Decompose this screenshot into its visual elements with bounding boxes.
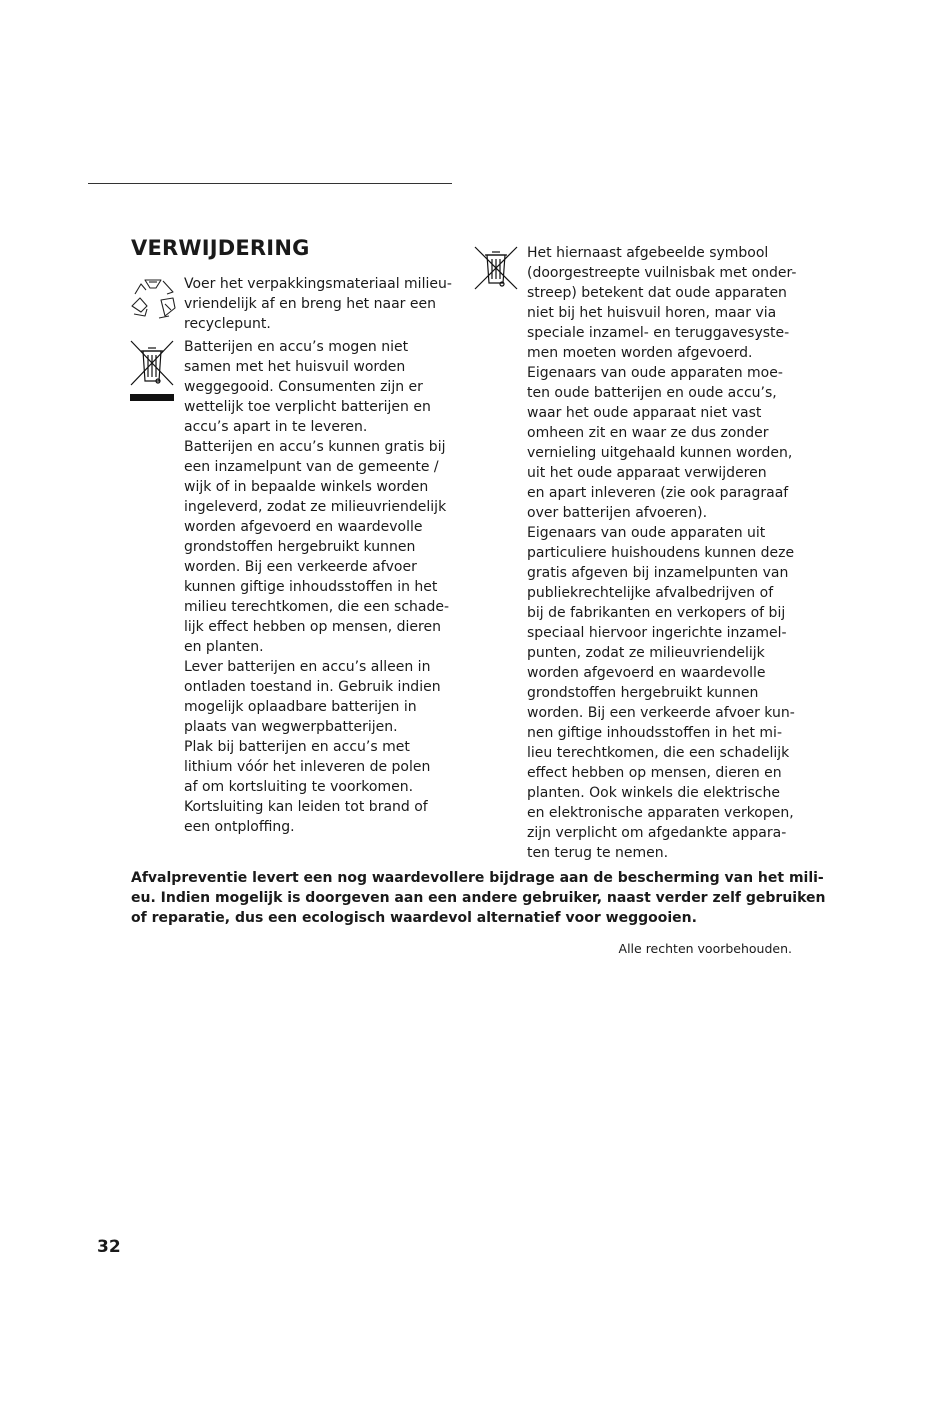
text-line: recyclepunt. — [184, 316, 271, 332]
text-line: ontladen toestand in. Gebruik indien — [184, 679, 441, 695]
text-line: vernieling uitgehaald kunnen worden, — [527, 445, 793, 461]
text-line: Eigenaars van oude apparaten uit — [527, 525, 766, 541]
weee-paragraph — [527, 243, 796, 863]
text-line: Eigenaars van oude apparaten moe- — [527, 365, 783, 381]
text-line: Voer het verpakkingsmateriaal milieu- — [184, 276, 452, 292]
text-line: grondstoffen hergebruikt kunnen — [527, 685, 759, 701]
text-line: ten oude batterijen en oude accu’s, — [527, 385, 777, 401]
text-line: Plak bij batterijen en accu’s met — [184, 739, 410, 755]
text-line: omheen zit en waar ze dus zonder — [527, 425, 769, 441]
rights-reserved-note: Alle rechten voorbehouden. — [618, 941, 792, 956]
text-line: streep) betekent dat oude apparaten — [527, 285, 787, 301]
text-line: worden afgevoerd en waardevolle — [184, 519, 423, 535]
text-line: en elektronische apparaten verkopen, — [527, 805, 794, 821]
text-line: zijn verplicht om afgedankte appara- — [527, 825, 787, 841]
text-line: en planten. — [184, 639, 264, 655]
text-line: accu’s apart in te leveren. — [184, 419, 368, 435]
text-line: worden. Bij een verkeerde afvoer — [184, 559, 417, 575]
text-line: worden afgevoerd en waardevolle — [527, 665, 766, 681]
text-line: over batterijen afvoeren). — [527, 505, 708, 521]
text-line: (doorgestreepte vuilnisbak met onder- — [527, 265, 797, 281]
recycle-paragraph — [184, 274, 452, 334]
text-line: worden. Bij een verkeerde afvoer kun- — [527, 705, 795, 721]
text-line: Afvalpreventie levert een nog waardevollere bijdrage aan de bescherming van het mili- — [131, 870, 824, 886]
text-line: weggegooid. Consumenten zijn er — [184, 379, 423, 395]
text-line: grondstoffen hergebruikt kunnen — [184, 539, 416, 555]
text-line: publiekrechtelijke afvalbedrijven of — [527, 585, 774, 601]
text-line: Batterijen en accu’s mogen niet — [184, 339, 409, 355]
text-line: een inzamelpunt van de gemeente / — [184, 459, 439, 475]
text-line: wijk of in bepaalde winkels worden — [184, 479, 429, 495]
text-line: samen met het huisvuil worden — [184, 359, 406, 375]
battery-paragraph — [184, 337, 449, 837]
page-number: 32 — [97, 1237, 121, 1257]
waste-prevention-note — [131, 868, 825, 928]
text-line: of reparatie, dus een ecologisch waardevol alternatief voor weggooien. — [131, 910, 697, 926]
text-line: ingeleverd, zodat ze milieuvriendelijk — [184, 499, 447, 515]
top-divider — [88, 183, 452, 184]
text-line: nen giftige inhoudsstoffen in het mi- — [527, 725, 783, 741]
text-line: wettelijk toe verplicht batterijen en — [184, 399, 431, 415]
text-line: milieu terechtkomen, die een schade- — [184, 599, 450, 615]
text-line: niet bij het huisvuil horen, maar via — [527, 305, 777, 321]
text-line: ten terug te nemen. — [527, 845, 669, 861]
text-line: bij de fabrikanten en verkopers of bij — [527, 605, 786, 621]
text-line: particuliere huishoudens kunnen deze — [527, 545, 795, 561]
text-line: gratis afgeven bij inzamelpunten van — [527, 565, 789, 581]
text-line: waar het oude apparaat niet vast — [527, 405, 762, 421]
text-line: speciale inzamel- en teruggavesyste- — [527, 325, 790, 341]
text-line: speciaal hiervoor ingerichte inzamel- — [527, 625, 787, 641]
text-line: effect hebben op mensen, dieren en — [527, 765, 782, 781]
text-line: vriendelijk af en breng het naar een — [184, 296, 436, 312]
text-line: plaats van wegwerpbatterijen. — [184, 719, 398, 735]
text-line: Het hiernaast afgebeelde symbool — [527, 245, 769, 261]
text-line: planten. Ook winkels die elektrische — [527, 785, 780, 801]
crossed-out-bin-with-bar-icon — [129, 339, 175, 405]
text-line: lieu terechtkomen, die een schadelijk — [527, 745, 790, 761]
text-line: men moeten worden afgevoerd. — [527, 345, 753, 361]
text-line: een ontploffing. — [184, 819, 295, 835]
text-line: lijk effect hebben op mensen, dieren — [184, 619, 441, 635]
text-line: af om kortsluiting te voorkomen. — [184, 779, 414, 795]
text-line: Batterijen en accu’s kunnen gratis bij — [184, 439, 446, 455]
text-line: punten, zodat ze milieuvriendelijk — [527, 645, 765, 661]
text-line: kunnen giftige inhoudsstoffen in het — [184, 579, 438, 595]
text-line: en apart inleveren (zie ook paragraaf — [527, 485, 789, 501]
text-line: Kortsluiting kan leiden tot brand of — [184, 799, 428, 815]
page-title: VERWIJDERING — [131, 236, 310, 260]
text-line: Lever batterijen en accu’s alleen in — [184, 659, 431, 675]
crossed-out-wheelie-bin-icon — [473, 245, 519, 293]
text-line: mogelijk oplaadbare batterijen in — [184, 699, 417, 715]
text-line: lithium vóór het inleveren de polen — [184, 759, 431, 775]
text-line: uit het oude apparaat verwijderen — [527, 465, 767, 481]
text-line: eu. Indien mogelijk is doorgeven aan een andere gebruiker, naast verder zelf gebruiken — [131, 890, 826, 906]
recycle-icon — [129, 276, 179, 322]
